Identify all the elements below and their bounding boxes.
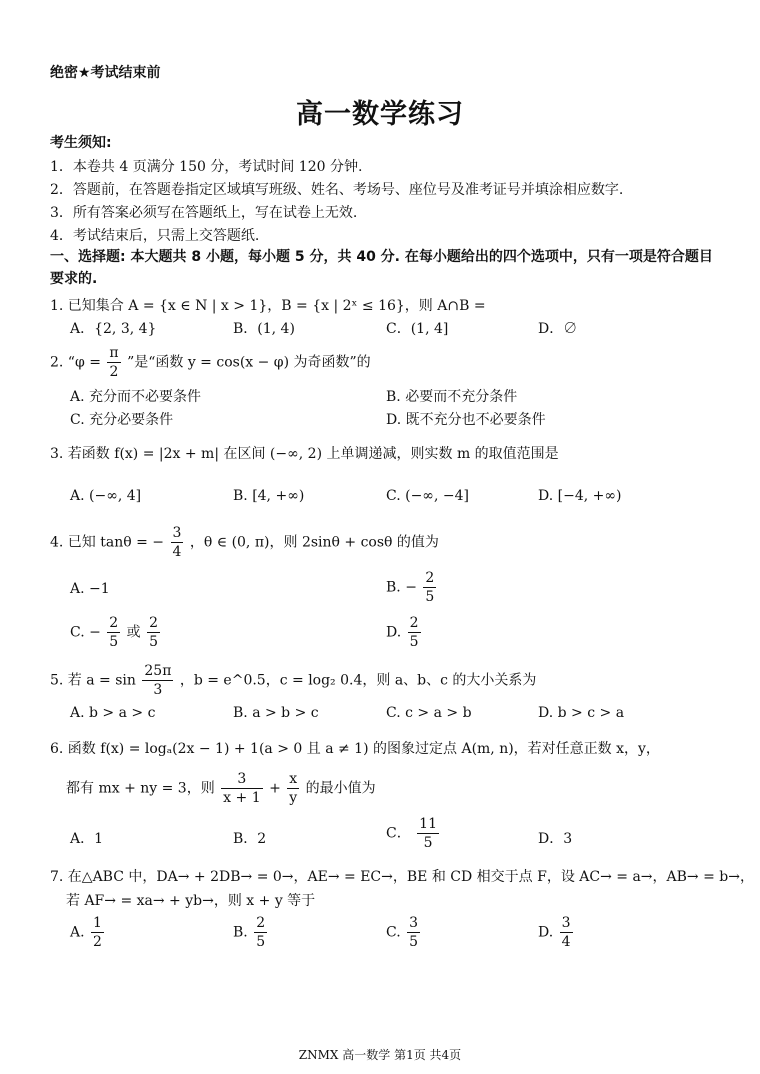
- question-6-stem-2: [66, 770, 376, 807]
- q6-fraction-1: [221, 770, 262, 807]
- frac-denominator: 4: [561, 934, 571, 950]
- q4-c-pre: C. −: [70, 624, 101, 641]
- frac-denominator: 2: [109, 364, 119, 380]
- frac-denominator: 3: [153, 682, 163, 698]
- q2-option-c: C. 充分必要条件: [70, 412, 174, 428]
- q4-stem-pre: 4. 已知 tanθ = −: [50, 534, 165, 551]
- secret-label: 绝密★考试结束前: [50, 65, 161, 81]
- q1-option-b: B．(1, 4): [233, 321, 295, 337]
- question-3-stem: 3. 若函数 f(x) = |2x + m| 在区间 (−∞, 2) 上单调递减，则实数 m 的取值范围是: [50, 446, 559, 462]
- q1-option-d: D．∅: [538, 321, 578, 337]
- question-1-stem: 1. 已知集合 A = {x ∈ N | x > 1}，B = {x | 2ˣ ≤ 16}，则 A∩B =: [50, 298, 486, 314]
- page-title: 高一数学练习: [296, 99, 464, 130]
- frac-denominator: 5: [149, 634, 159, 650]
- frac-numerator: 2: [149, 615, 159, 631]
- frac-denominator: x + 1: [223, 790, 261, 806]
- frac-denominator: 5: [423, 835, 433, 851]
- q7-a-fraction: [91, 914, 104, 951]
- frac-denominator: 2: [93, 934, 102, 950]
- q5-option-c: C. c > a > b: [386, 705, 472, 721]
- frac-numerator: 2: [109, 615, 119, 631]
- question-7-stem: 7. 在△ABC 中，DA→ + 2DB→ = 0→，AE→ = EC→，BE 和 CD 相交于点 F，设 AC→ = a→，AB→ = b→，: [50, 869, 754, 885]
- q2-option-b: B. 必要而不充分条件: [386, 389, 518, 405]
- frac-numerator: 3: [409, 915, 419, 931]
- notice-item: 1．本卷共 4 页满分 150 分，考试时间 120 分钟.: [50, 159, 363, 175]
- frac-denominator: 5: [256, 934, 266, 950]
- q7-c-pre: C.: [386, 924, 401, 941]
- q5-option-a: A. b > a > c: [70, 705, 156, 721]
- frac-numerator: 2: [409, 615, 419, 631]
- question-5-stem: [50, 662, 536, 699]
- question-2-stem: [50, 344, 371, 381]
- q5-stem-post: ，b = e^0.5，c = log₂ 0.4，则 a、b、c 的大小关系为: [179, 672, 537, 689]
- q3-option-a: A. (−∞, 4]: [70, 488, 142, 504]
- frac-numerator: 3: [221, 770, 262, 789]
- frac-numerator: 2: [425, 570, 435, 586]
- q3-option-b: B. [4, +∞): [233, 488, 305, 504]
- q6-option-d: D．3: [538, 831, 573, 847]
- q4-c-mid: 或: [126, 624, 141, 641]
- q7-d-fraction: [560, 914, 573, 951]
- q2-stem-pre: 2. “φ =: [50, 354, 101, 371]
- notice-item: 4．考试结束后，只需上交答题纸.: [50, 228, 260, 244]
- q4-option-d: [386, 614, 423, 651]
- question-4-stem: [50, 524, 439, 561]
- q6-stem2-post: 的最小值为: [305, 780, 376, 797]
- q5-option-b: B. a > b > c: [233, 705, 319, 721]
- q4-d-fraction: [408, 614, 421, 651]
- frac-numerator: x: [287, 770, 299, 789]
- q1-option-a: A．{2, 3, 4}: [70, 321, 157, 337]
- frac-denominator: 5: [409, 934, 419, 950]
- notice-heading: 考生须知:: [50, 135, 112, 151]
- q6-option-a: A．1: [70, 831, 104, 847]
- frac-denominator: 5: [425, 589, 435, 605]
- frac-numerator: 1: [93, 915, 102, 931]
- q2-option-d: D. 既不充分也不必要条件: [386, 412, 546, 428]
- q6-option-c: [386, 815, 441, 852]
- q5-stem-pre: 5. 若 a = sin: [50, 672, 136, 689]
- q6-stem2-pre: 都有 mx + ny = 3，则: [66, 780, 215, 797]
- notice-item: 2．答题前，在答题卷指定区域填写班级、姓名、考场号、座位号及准考证号并填涂相应数字.: [50, 182, 624, 198]
- q1-option-c: C．(1, 4]: [386, 321, 449, 337]
- q6-fraction-2: [287, 770, 299, 807]
- q7-option-a: [70, 914, 106, 951]
- q7-b-pre: B.: [233, 924, 248, 941]
- q3-option-c: C. (−∞, −4]: [386, 488, 469, 504]
- q4-option-c: [70, 614, 162, 651]
- q4-d-pre: D.: [386, 624, 402, 641]
- q2-fraction: [107, 344, 120, 381]
- question-7-stem-2: 若 AF→ = xa→ + yb→，则 x + y 等于: [66, 893, 316, 909]
- page-footer: ZNMX 高一数学 第1页 共4页: [298, 1048, 462, 1062]
- q4-option-b: [386, 569, 438, 606]
- frac-denominator: 5: [109, 634, 119, 650]
- frac-numerator: 3: [172, 525, 182, 541]
- q4-b-fraction: [423, 569, 436, 606]
- q7-b-fraction: [254, 914, 267, 951]
- q7-a-pre: A.: [70, 924, 85, 941]
- q2-option-a: A. 充分而不必要条件: [70, 389, 202, 405]
- frac-numerator: 25π: [144, 663, 172, 679]
- q7-option-d: [538, 914, 575, 951]
- q6-plus: +: [269, 780, 281, 797]
- q7-c-fraction: [407, 914, 420, 951]
- q7-d-pre: D.: [538, 924, 554, 941]
- q4-c-fraction-1: [107, 614, 120, 651]
- frac-numerator: π: [109, 345, 119, 361]
- q4-option-a: A. −1: [70, 581, 110, 597]
- frac-denominator: 4: [172, 544, 182, 560]
- frac-numerator: 3: [561, 915, 571, 931]
- q6-c-fraction: [417, 815, 439, 852]
- q5-option-d: D. b > c > a: [538, 705, 625, 721]
- q4-stem-post: ，θ ∈ (0, π)，则 2sinθ + cosθ 的值为: [189, 534, 439, 551]
- frac-denominator: 5: [409, 634, 419, 650]
- q7-option-c: [386, 914, 422, 951]
- frac-numerator: 11: [419, 816, 437, 832]
- section-heading: 一、选择题: 本大题共 8 小题，每小题 5 分，共 40 分. 在每小题给出的四个选项中，只有一项是符合题目要求的.: [50, 249, 713, 287]
- q5-fraction: [142, 662, 173, 699]
- q6-c-pre: C．: [386, 825, 411, 842]
- notice-item: 3．所有答案必须写在答题纸上，写在试卷上无效.: [50, 205, 358, 221]
- q7-option-b: [233, 914, 269, 951]
- frac-denominator: y: [289, 790, 298, 806]
- q4-b-pre: B. −: [386, 579, 417, 596]
- q3-option-d: D. [−4, +∞): [538, 488, 622, 504]
- question-6-stem: 6. 函数 f(x) = logₐ(2x − 1) + 1(a > 0 且 a ≠ 1) 的图象过定点 A(m, n)，若对任意正数 x，y，: [50, 741, 660, 757]
- frac-numerator: 2: [256, 915, 266, 931]
- q4-c-fraction-2: [147, 614, 160, 651]
- q2-stem-post: ”是“函数 y = cos(x − φ) 为奇函数”的: [127, 354, 371, 371]
- q4-fraction: [171, 524, 184, 561]
- q6-option-b: B．2: [233, 831, 267, 847]
